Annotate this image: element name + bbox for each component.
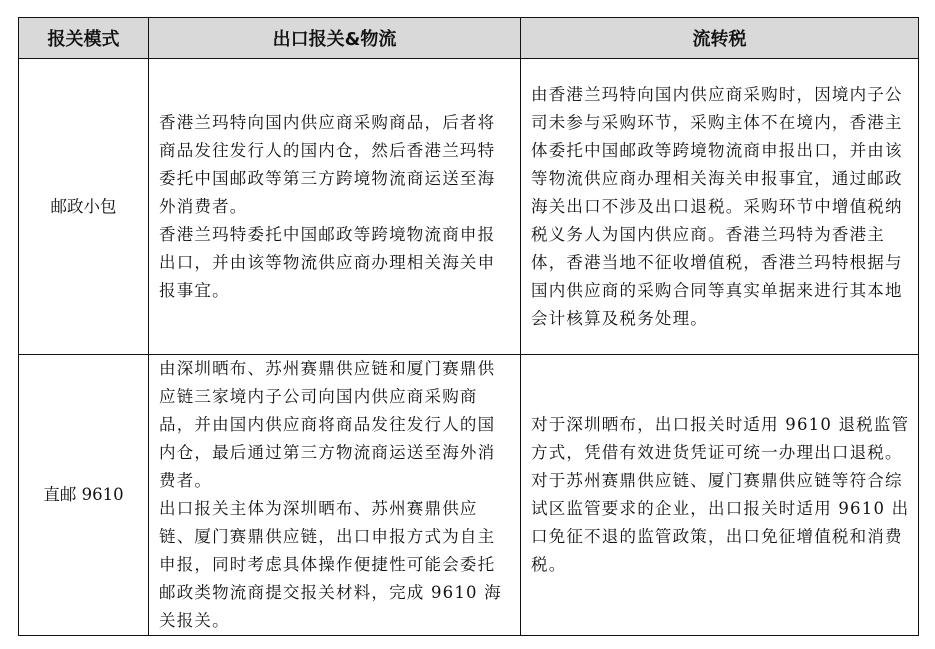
- logistics-cell: [149, 59, 521, 355]
- table-row: [19, 59, 919, 355]
- customs-tax-table: [18, 17, 919, 636]
- logistics-paragraph: 香港兰玛特向国内供应商采购商品，后者将商品发往发行人的国内仓，然后香港兰玛特委托中国邮政等第三方跨境物流商运送至海外消费者。: [159, 112, 496, 216]
- logistics-cell: [149, 355, 521, 636]
- header-row: [19, 18, 919, 59]
- logistics-paragraph: 香港兰玛特委托中国邮政等跨境物流商申报出口，并由该等物流供应商办理相关海关申报事宜。: [159, 224, 496, 300]
- mode-cell: 邮政小包: [19, 59, 149, 355]
- header-customs-mode: 报关模式: [19, 18, 149, 59]
- logistics-paragraph: 由深圳晒布、苏州赛鼎供应链和厦门赛鼎供应链三家境内子公司向国内供应商采购商品，并由国内供应商将商品发往发行人的国内仓，最后通过第三方物流商运送至海外消费者。: [159, 359, 496, 490]
- header-export-logistics: 出口报关&物流: [149, 18, 521, 59]
- logistics-paragraph: 出口报关主体为深圳晒布、苏州赛鼎供应链、厦门赛鼎供应链，出口申报方式为自主申报，同时考虑具体操作便捷性可能会委托邮政类物流商提交报关材料，完成 9610 海关报关。: [159, 499, 502, 630]
- tax-paragraph: 对于深圳晒布，出口报关时适用 9610 退税监管方式，凭借有效进货凭证可统一办理出口退税。对于苏州赛鼎供应链、厦门赛鼎供应链等符合综试区监管要求的企业，出口报关时适用 9610 出口免征不退的监管政策，出口免征增值税和消费税。: [531, 415, 910, 574]
- tax-cell: [521, 59, 919, 355]
- tax-cell: [521, 355, 919, 636]
- table-row: [19, 355, 919, 636]
- header-turnover-tax: 流转税: [521, 18, 919, 59]
- mode-cell: 直邮 9610: [19, 355, 149, 636]
- tax-paragraph: 由香港兰玛特向国内供应商采购时，因境内子公司未参与采购环节，采购主体不在境内，香港主体委托中国邮政等跨境物流商申报出口，并由该等物流供应商办理相关海关申报事宜，通过邮政海关出口不涉及出口退税。采购环节中增值税纳税义务人为国内供应商。香港兰玛特为香港主体，香港当地不征收增值税，香港兰玛特根据与国内供应商的采购合同等真实单据来进行其本地会计核算及税务处理。: [531, 84, 903, 328]
